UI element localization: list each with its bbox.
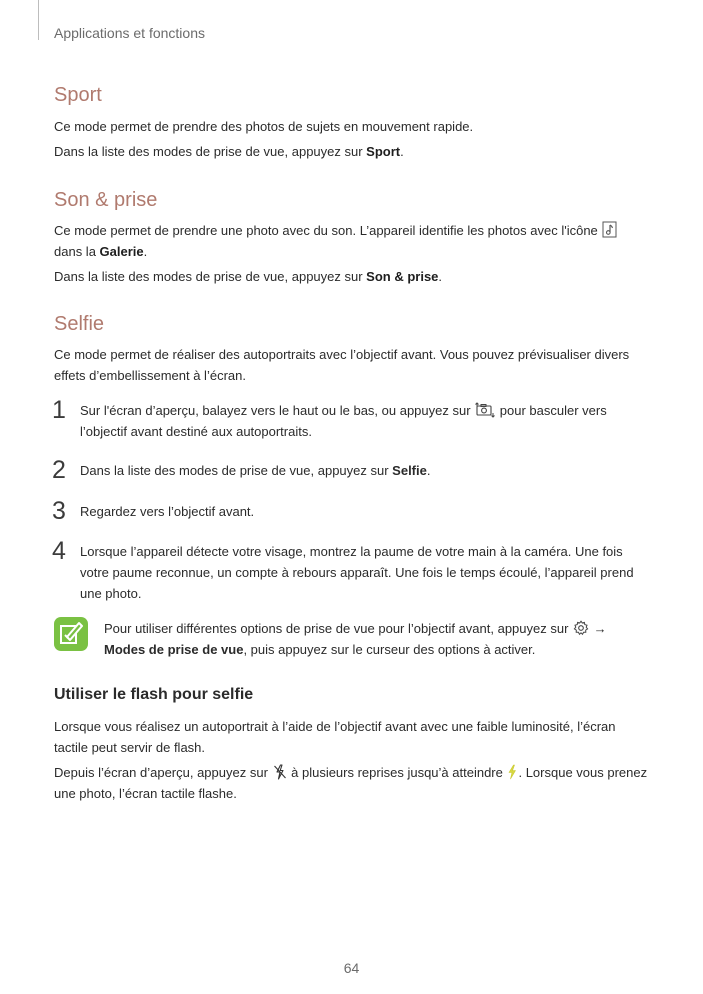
step-1-text-a: Sur l'écran d’aperçu, balayez vers le haut ou le bas, ou appuyez sur [80,403,475,418]
modes-de-prise-label: Modes de prise de vue [104,642,244,657]
settings-gear-icon [573,620,589,636]
step-number-3: 3 [52,497,66,525]
flash-on-icon [507,764,517,780]
step-2-text: Dans la liste des modes de prise de vue, appuyez sur [80,463,393,478]
step-3: Regardez vers l’objectif avant. [80,504,255,519]
margin-rule [38,0,39,40]
flash-p2-text-c: . Lorsque vous prenez [518,765,648,780]
son-p1-end: . [143,244,148,259]
flash-off-icon [273,764,287,780]
son-p2-end: . [438,269,443,284]
heading-sport: Sport [54,84,102,106]
note-line1 [104,618,654,639]
selfie-intro-line1: Ce mode permet de réaliser des autoportraits avec l’objectif avant. Vous pouvez prévisualiser divers [54,347,630,362]
step-number-4: 4 [52,537,66,565]
note-line2-text: , puis appuyez sur le curseur des options à activer. [243,642,536,657]
step-2 [80,460,654,481]
flash-p2-text-b: à plusieurs reprises jusqu’à atteindre [287,765,507,780]
sport-mode-label: Sport [366,144,401,159]
switch-camera-icon [475,402,495,418]
step-1-line2: l’objectif avant destiné aux autoportraits. [80,424,312,439]
flash-p2-line2: une photo, l’écran tactile flashe. [54,786,237,801]
son-paragraph-2 [54,266,654,287]
flash-p2-text-a: Depuis l’écran d’aperçu, appuyez sur [54,765,272,780]
son-p1-line2: dans la [54,244,100,259]
galerie-label: Galerie [99,244,144,259]
step-1 [80,400,654,442]
son-description [54,220,654,287]
flash-p1-line2: tactile peut servir de flash. [54,740,206,755]
step-4-line3: une photo. [80,586,142,601]
running-header: Applications et fonctions [54,25,205,41]
note-text [104,618,654,660]
arrow-glyph: → [593,621,607,636]
flash-p2-line1 [54,762,654,783]
selfie-mode-label: Selfie [392,463,427,478]
heading-flash-selfie: Utiliser le flash pour selfie [54,686,254,703]
step-1-text-b: pour basculer vers [496,403,607,418]
note-icon [54,617,88,651]
step-2-end: . [426,463,431,478]
page-number: 64 [343,960,360,976]
step-4-line2: votre paume reconnue, un compte à rebours apparaît. Une fois le temps écoulé, l’appareil prend [80,565,634,580]
sport-paragraph-1: Ce mode permet de prendre des photos de sujets en mouvement rapide. [54,119,474,134]
son-paragraph-1 [54,220,654,241]
heading-son-et-prise: Son & prise [54,189,158,211]
note-line1-text: Pour utiliser différentes options de prise de vue pour l’objectif avant, appuyez sur [104,621,573,636]
pencil-note-icon [54,617,88,651]
son-p1-line1: Ce mode permet de prendre une photo avec du son. L’appareil identifie les photos avec l'icône [54,223,598,238]
selfie-intro-line2: effets d’embellissement à l’écran. [54,368,246,383]
selfie-intro [54,344,654,386]
son-mode-label: Son & prise [366,269,439,284]
son-p2-text: Dans la liste des modes de prise de vue, appuyez sur [54,269,367,284]
flash-description [54,716,654,804]
sport-description [54,116,654,162]
flash-p1-line1: Lorsque vous réalisez un autoportrait à l’aide de l’objectif avant avec une faible luminosité, l’écran [54,719,616,734]
sound-note-icon [602,221,617,238]
step-1-line1 [80,400,654,421]
step-4 [80,541,654,604]
sport-p2-end: . [400,144,404,159]
step-number-2: 2 [52,456,66,484]
sport-p2-text: Dans la liste des modes de prise de vue, appuyez sur [54,144,367,159]
son-paragraph-1-end [54,241,654,262]
step-number-1: 1 [52,396,66,424]
note-line2 [104,639,654,660]
step-4-line1: Lorsque l’appareil détecte votre visage, montrez la paume de votre main à la caméra. Une fois [80,544,623,559]
heading-selfie: Selfie [54,313,105,335]
sport-paragraph-2 [54,141,654,162]
